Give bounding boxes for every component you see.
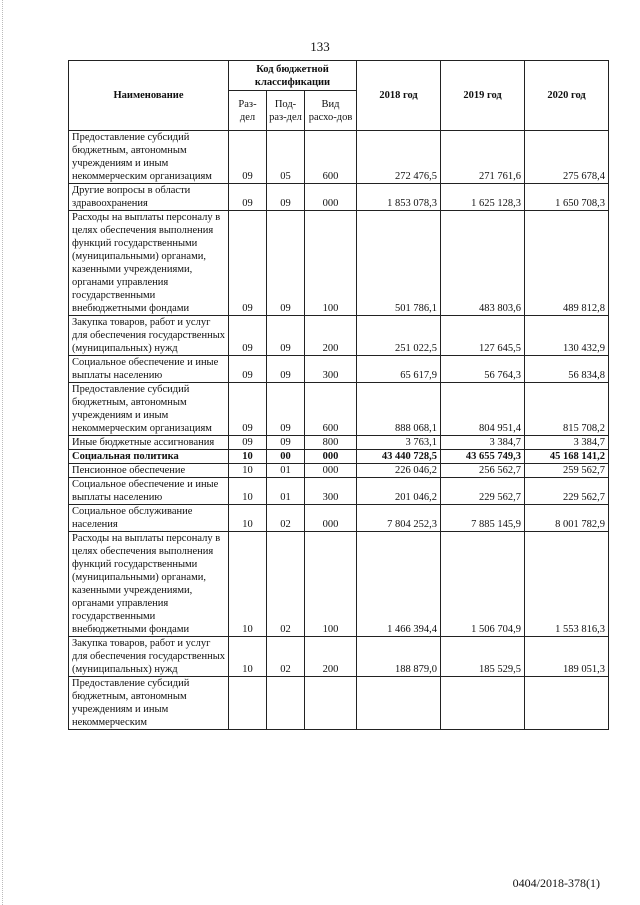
cell-2019 (441, 677, 525, 730)
header-2020: 2020 год (525, 61, 609, 131)
cell-podrazdel: 09 (267, 383, 305, 436)
cell-2018: 201 046,2 (357, 478, 441, 505)
cell-2019: 229 562,7 (441, 478, 525, 505)
cell-name: Предоставление субсидий бюджетным, автономным учреждениям и иным некоммерческим организациям (69, 383, 229, 436)
table-row (69, 450, 609, 464)
cell-2018: 501 786,1 (357, 211, 441, 316)
cell-razdel: 09 (229, 131, 267, 184)
cell-2019: 7 885 145,9 (441, 505, 525, 532)
header-2018: 2018 год (357, 61, 441, 131)
cell-vid: 200 (305, 316, 357, 356)
header-podrazdel: Под-раз-дел (267, 91, 305, 131)
table-row (69, 211, 609, 316)
cell-2018: 7 804 252,3 (357, 505, 441, 532)
cell-2020: 815 708,2 (525, 383, 609, 436)
cell-podrazdel: 02 (267, 505, 305, 532)
document-code: 0404/2018-378(1) (512, 876, 600, 890)
cell-podrazdel: 09 (267, 316, 305, 356)
cell-podrazdel: 01 (267, 464, 305, 478)
cell-2020: 1 650 708,3 (525, 184, 609, 211)
cell-2020: 8 001 782,9 (525, 505, 609, 532)
cell-vid: 300 (305, 356, 357, 383)
cell-2018: 3 763,1 (357, 436, 441, 450)
cell-2019: 271 761,6 (441, 131, 525, 184)
cell-razdel: 09 (229, 184, 267, 211)
cell-2019: 127 645,5 (441, 316, 525, 356)
cell-name: Социальное обслуживание населения (69, 505, 229, 532)
cell-2019: 483 803,6 (441, 211, 525, 316)
cell-name: Пенсионное обеспечение (69, 464, 229, 478)
cell-name: Закупка товаров, работ и услуг для обеспечения государственных (муниципальных) нужд (69, 637, 229, 677)
cell-name: Другие вопросы в области здравоохранения (69, 184, 229, 211)
header-razdel: Раз-дел (229, 91, 267, 131)
cell-podrazdel: 09 (267, 184, 305, 211)
table-row (69, 478, 609, 505)
table-row (69, 464, 609, 478)
cell-2020: 1 553 816,3 (525, 532, 609, 637)
cell-razdel: 10 (229, 505, 267, 532)
cell-name: Социальное обеспечение и иные выплаты населению (69, 478, 229, 505)
cell-2018: 65 617,9 (357, 356, 441, 383)
cell-2020: 259 562,7 (525, 464, 609, 478)
table-row (69, 131, 609, 184)
budget-table (68, 60, 609, 730)
header-vid: Вид расхо-дов (305, 91, 357, 131)
cell-vid: 600 (305, 383, 357, 436)
page-number: 133 (310, 39, 330, 54)
cell-razdel: 09 (229, 383, 267, 436)
cell-2019: 1 506 704,9 (441, 532, 525, 637)
cell-2018: 272 476,5 (357, 131, 441, 184)
cell-2020: 229 562,7 (525, 478, 609, 505)
cell-razdel: 09 (229, 211, 267, 316)
cell-name: Иные бюджетные ассигнования (69, 436, 229, 450)
table-row (69, 184, 609, 211)
cell-vid (305, 677, 357, 730)
cell-2020: 56 834,8 (525, 356, 609, 383)
cell-name: Социальная политика (69, 450, 229, 464)
cell-2019: 3 384,7 (441, 436, 525, 450)
cell-2020: 489 812,8 (525, 211, 609, 316)
header-2019: 2019 год (441, 61, 525, 131)
cell-podrazdel (267, 677, 305, 730)
cell-razdel: 10 (229, 450, 267, 464)
table-row (69, 532, 609, 637)
table-row (69, 356, 609, 383)
cell-razdel: 09 (229, 316, 267, 356)
cell-vid: 100 (305, 211, 357, 316)
table-row (69, 677, 609, 730)
table-row (69, 383, 609, 436)
cell-2018: 1 466 394,4 (357, 532, 441, 637)
cell-razdel: 09 (229, 356, 267, 383)
cell-2019: 43 655 749,3 (441, 450, 525, 464)
cell-razdel: 10 (229, 478, 267, 505)
cell-2020: 130 432,9 (525, 316, 609, 356)
scan-edge (2, 0, 5, 905)
cell-2018 (357, 677, 441, 730)
cell-2019: 804 951,4 (441, 383, 525, 436)
cell-podrazdel: 00 (267, 450, 305, 464)
cell-podrazdel: 02 (267, 532, 305, 637)
table-body (69, 131, 609, 730)
cell-name: Предоставление субсидий бюджетным, автономным учреждениям и иным некоммерческим организациям (69, 131, 229, 184)
cell-vid: 000 (305, 184, 357, 211)
cell-2020: 275 678,4 (525, 131, 609, 184)
cell-vid: 300 (305, 478, 357, 505)
cell-2020: 3 384,7 (525, 436, 609, 450)
cell-podrazdel: 05 (267, 131, 305, 184)
cell-2019: 56 764,3 (441, 356, 525, 383)
cell-razdel: 10 (229, 532, 267, 637)
cell-2019: 1 625 128,3 (441, 184, 525, 211)
cell-2018: 1 853 078,3 (357, 184, 441, 211)
header-code-group: Код бюджетной классификации (229, 61, 357, 91)
cell-2018: 188 879,0 (357, 637, 441, 677)
cell-razdel: 10 (229, 464, 267, 478)
cell-name: Предоставление субсидий бюджетным, автономным учреждениям и иным некоммерческим (69, 677, 229, 730)
cell-vid: 100 (305, 532, 357, 637)
cell-vid: 000 (305, 450, 357, 464)
table-header (69, 61, 609, 131)
cell-vid: 200 (305, 637, 357, 677)
cell-razdel: 09 (229, 436, 267, 450)
cell-vid: 000 (305, 464, 357, 478)
table-row (69, 316, 609, 356)
cell-2018: 888 068,1 (357, 383, 441, 436)
cell-name: Закупка товаров, работ и услуг для обеспечения государственных (муниципальных) нужд (69, 316, 229, 356)
cell-2020 (525, 677, 609, 730)
cell-podrazdel: 02 (267, 637, 305, 677)
table-row (69, 505, 609, 532)
header-name: Наименование (69, 61, 229, 131)
cell-razdel (229, 677, 267, 730)
cell-name: Социальное обеспечение и иные выплаты населению (69, 356, 229, 383)
cell-podrazdel: 09 (267, 356, 305, 383)
cell-vid: 600 (305, 131, 357, 184)
cell-podrazdel: 09 (267, 436, 305, 450)
cell-podrazdel: 09 (267, 211, 305, 316)
cell-vid: 000 (305, 505, 357, 532)
cell-2020: 189 051,3 (525, 637, 609, 677)
cell-razdel: 10 (229, 637, 267, 677)
cell-2018: 226 046,2 (357, 464, 441, 478)
cell-2019: 256 562,7 (441, 464, 525, 478)
cell-name: Расходы на выплаты персоналу в целях обеспечения выполнения функций государственными (муниципальными) органами, казенными учреждениями, органами управления государственными внебюджетными фондами (69, 532, 229, 637)
cell-2018: 251 022,5 (357, 316, 441, 356)
cell-podrazdel: 01 (267, 478, 305, 505)
cell-2020: 45 168 141,2 (525, 450, 609, 464)
cell-2018: 43 440 728,5 (357, 450, 441, 464)
table-row (69, 436, 609, 450)
cell-name: Расходы на выплаты персоналу в целях обеспечения выполнения функций государственными (муниципальными) органами, казенными учреждениями, органами управления государственными внебюджетными фондами (69, 211, 229, 316)
cell-2019: 185 529,5 (441, 637, 525, 677)
table-row (69, 637, 609, 677)
cell-vid: 800 (305, 436, 357, 450)
